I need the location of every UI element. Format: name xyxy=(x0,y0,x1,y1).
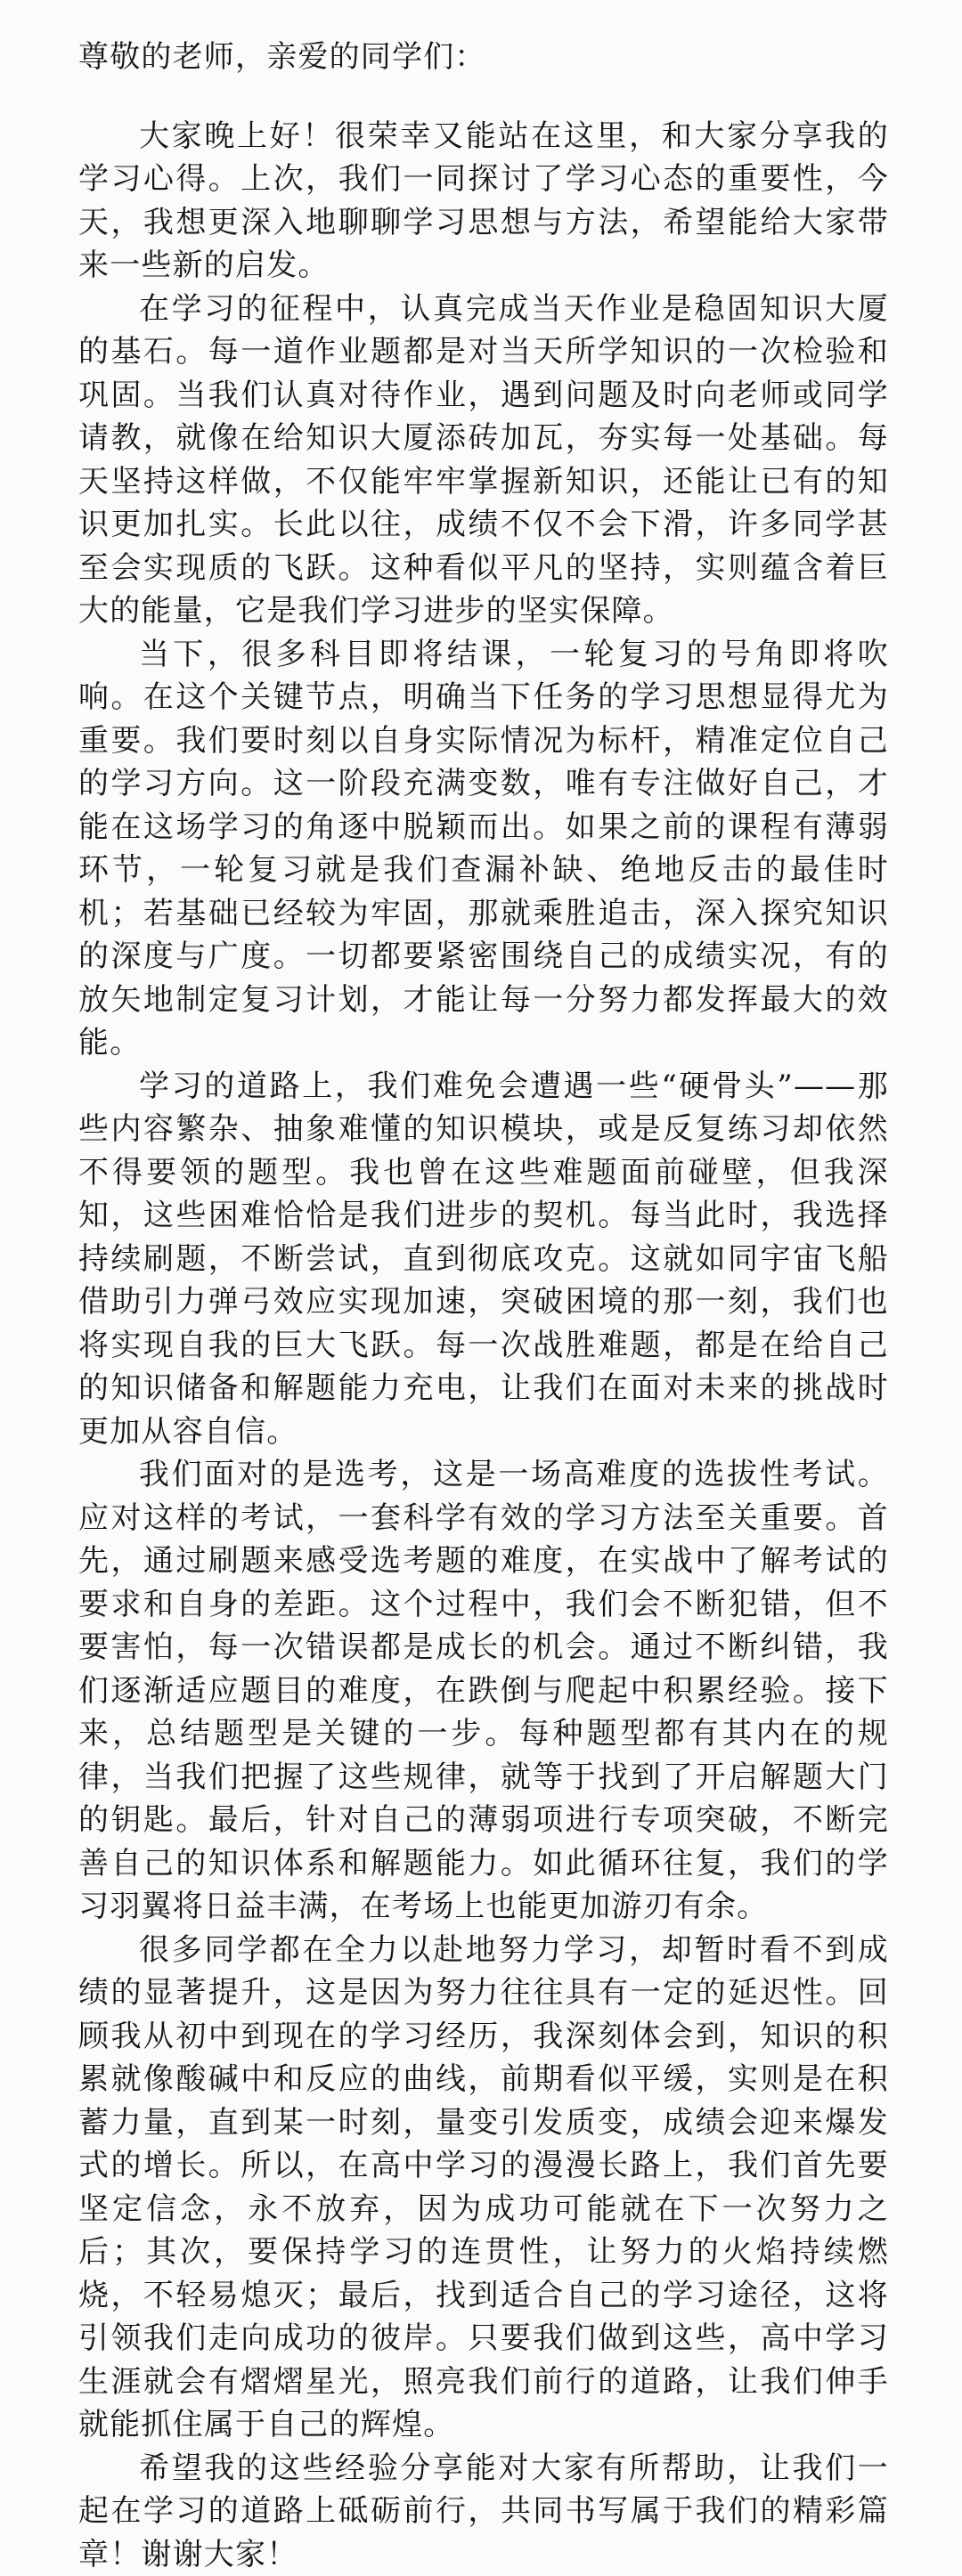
speech-paragraph-7: 希望我的这些经验分享能对大家有所帮助，让我们一起在学习的道路上砥砺前行，共同书写属于我们的精彩篇章！谢谢大家！ xyxy=(78,2447,889,2576)
speech-paragraph-3: 当下，很多科目即将结课，一轮复习的号角即将吹响。在这个关键节点，明确当下任务的学习思想显得尤为重要。我们要时刻以自身实际情况为标杆，精准定位自己的学习方向。这一阶段充满变数，唯有专注做好自己，才能在这场学习的角逐中脱颖而出。如果之前的课程有薄弱环节，一轮复习就是我们查漏补缺、绝地反击的最佳时机；若基础已经较为牢固，那就乘胜追击，深入探究知识的深度与广度。一切都要紧密围绕自己的成绩实况，有的放矢地制定复习计划，才能让每一分努力都发挥最大的效能。 xyxy=(78,633,889,1065)
speech-paragraph-5: 我们面对的是选考，这是一场高难度的选拔性考试。应对这样的考试，一套科学有效的学习方法至关重要。首先，通过刷题来感受选考题的难度，在实战中了解考试的要求和自身的差距。这个过程中，我们会不断犯错，但不要害怕，每一次错误都是成长的机会。通过不断纠错，我们逐渐适应题目的难度，在跌倒与爬起中积累经验。接下来，总结题型是关键的一步。每种题型都有其内在的规律，当我们把握了这些规律，就等于找到了开启解题大门的钥匙。最后，针对自己的薄弱项进行专项突破，不断完善自己的知识体系和解题能力。如此循环往复，我们的学习羽翼将日益丰满，在考场上也能更加游刃有余。 xyxy=(78,1453,889,1929)
speech-paragraph-4: 学习的道路上，我们难免会遭遇一些“硬骨头”——那些内容繁杂、抽象难懂的知识模块，或是反复练习却依然不得要领的题型。我也曾在这些难题面前碰壁，但我深知，这些困难恰恰是我们进步的契机。每当此时，我选择持续刷题，不断尝试，直到彻底攻克。这就如同宇宙飞船借助引力弹弓效应实现加速，突破困境的那一刻，我们也将实现自我的巨大飞跃。每一次战胜难题，都是在给自己的知识储备和解题能力充电，让我们在面对未来的挑战时更加从容自信。 xyxy=(78,1065,889,1454)
speech-paragraph-1: 大家晚上好！很荣幸又能站在这里，和大家分享我的学习心得。上次，我们一同探讨了学习心态的重要性，今天，我想更深入地聊聊学习思想与方法，希望能给大家带来一些新的启发。 xyxy=(78,115,889,288)
speech-paragraph-2: 在学习的征程中，认真完成当天作业是稳固知识大厦的基石。每一道作业题都是对当天所学知识的一次检验和巩固。当我们认真对待作业，遇到问题及时向老师或同学请教，就像在给知识大厦添砖加瓦，夯实每一处基础。每天坚持这样做，不仅能牢牢掌握新知识，还能让已有的知识更加扎实。长此以往，成绩不仅不会下滑，许多同学甚至会实现质的飞跃。这种看似平凡的坚持，实则蕴含着巨大的能量，它是我们学习进步的坚实保障。 xyxy=(78,288,889,633)
speech-salutation: 尊敬的老师，亲爱的同学们： xyxy=(78,36,889,79)
speech-paragraph-6: 很多同学都在全力以赴地努力学习，却暂时看不到成绩的显著提升，这是因为努力往往具有一定的延迟性。回顾我从初中到现在的学习经历，我深刻体会到，知识的积累就像酸碱中和反应的曲线，前期看似平缓，实则是在积蓄力量，直到某一时刻，量变引发质变，成绩会迎来爆发式的增长。所以，在高中学习的漫漫长路上，我们首先要坚定信念，永不放弃，因为成功可能就在下一次努力之后；其次，要保持学习的连贯性，让努力的火焰持续燃烧，不轻易熄灭；最后，找到适合自己的学习途径，这将引领我们走向成功的彼岸。只要我们做到这些，高中学习生涯就会有熠熠星光，照亮我们前行的道路，让我们伸手就能抓住属于自己的辉煌。 xyxy=(78,1929,889,2447)
